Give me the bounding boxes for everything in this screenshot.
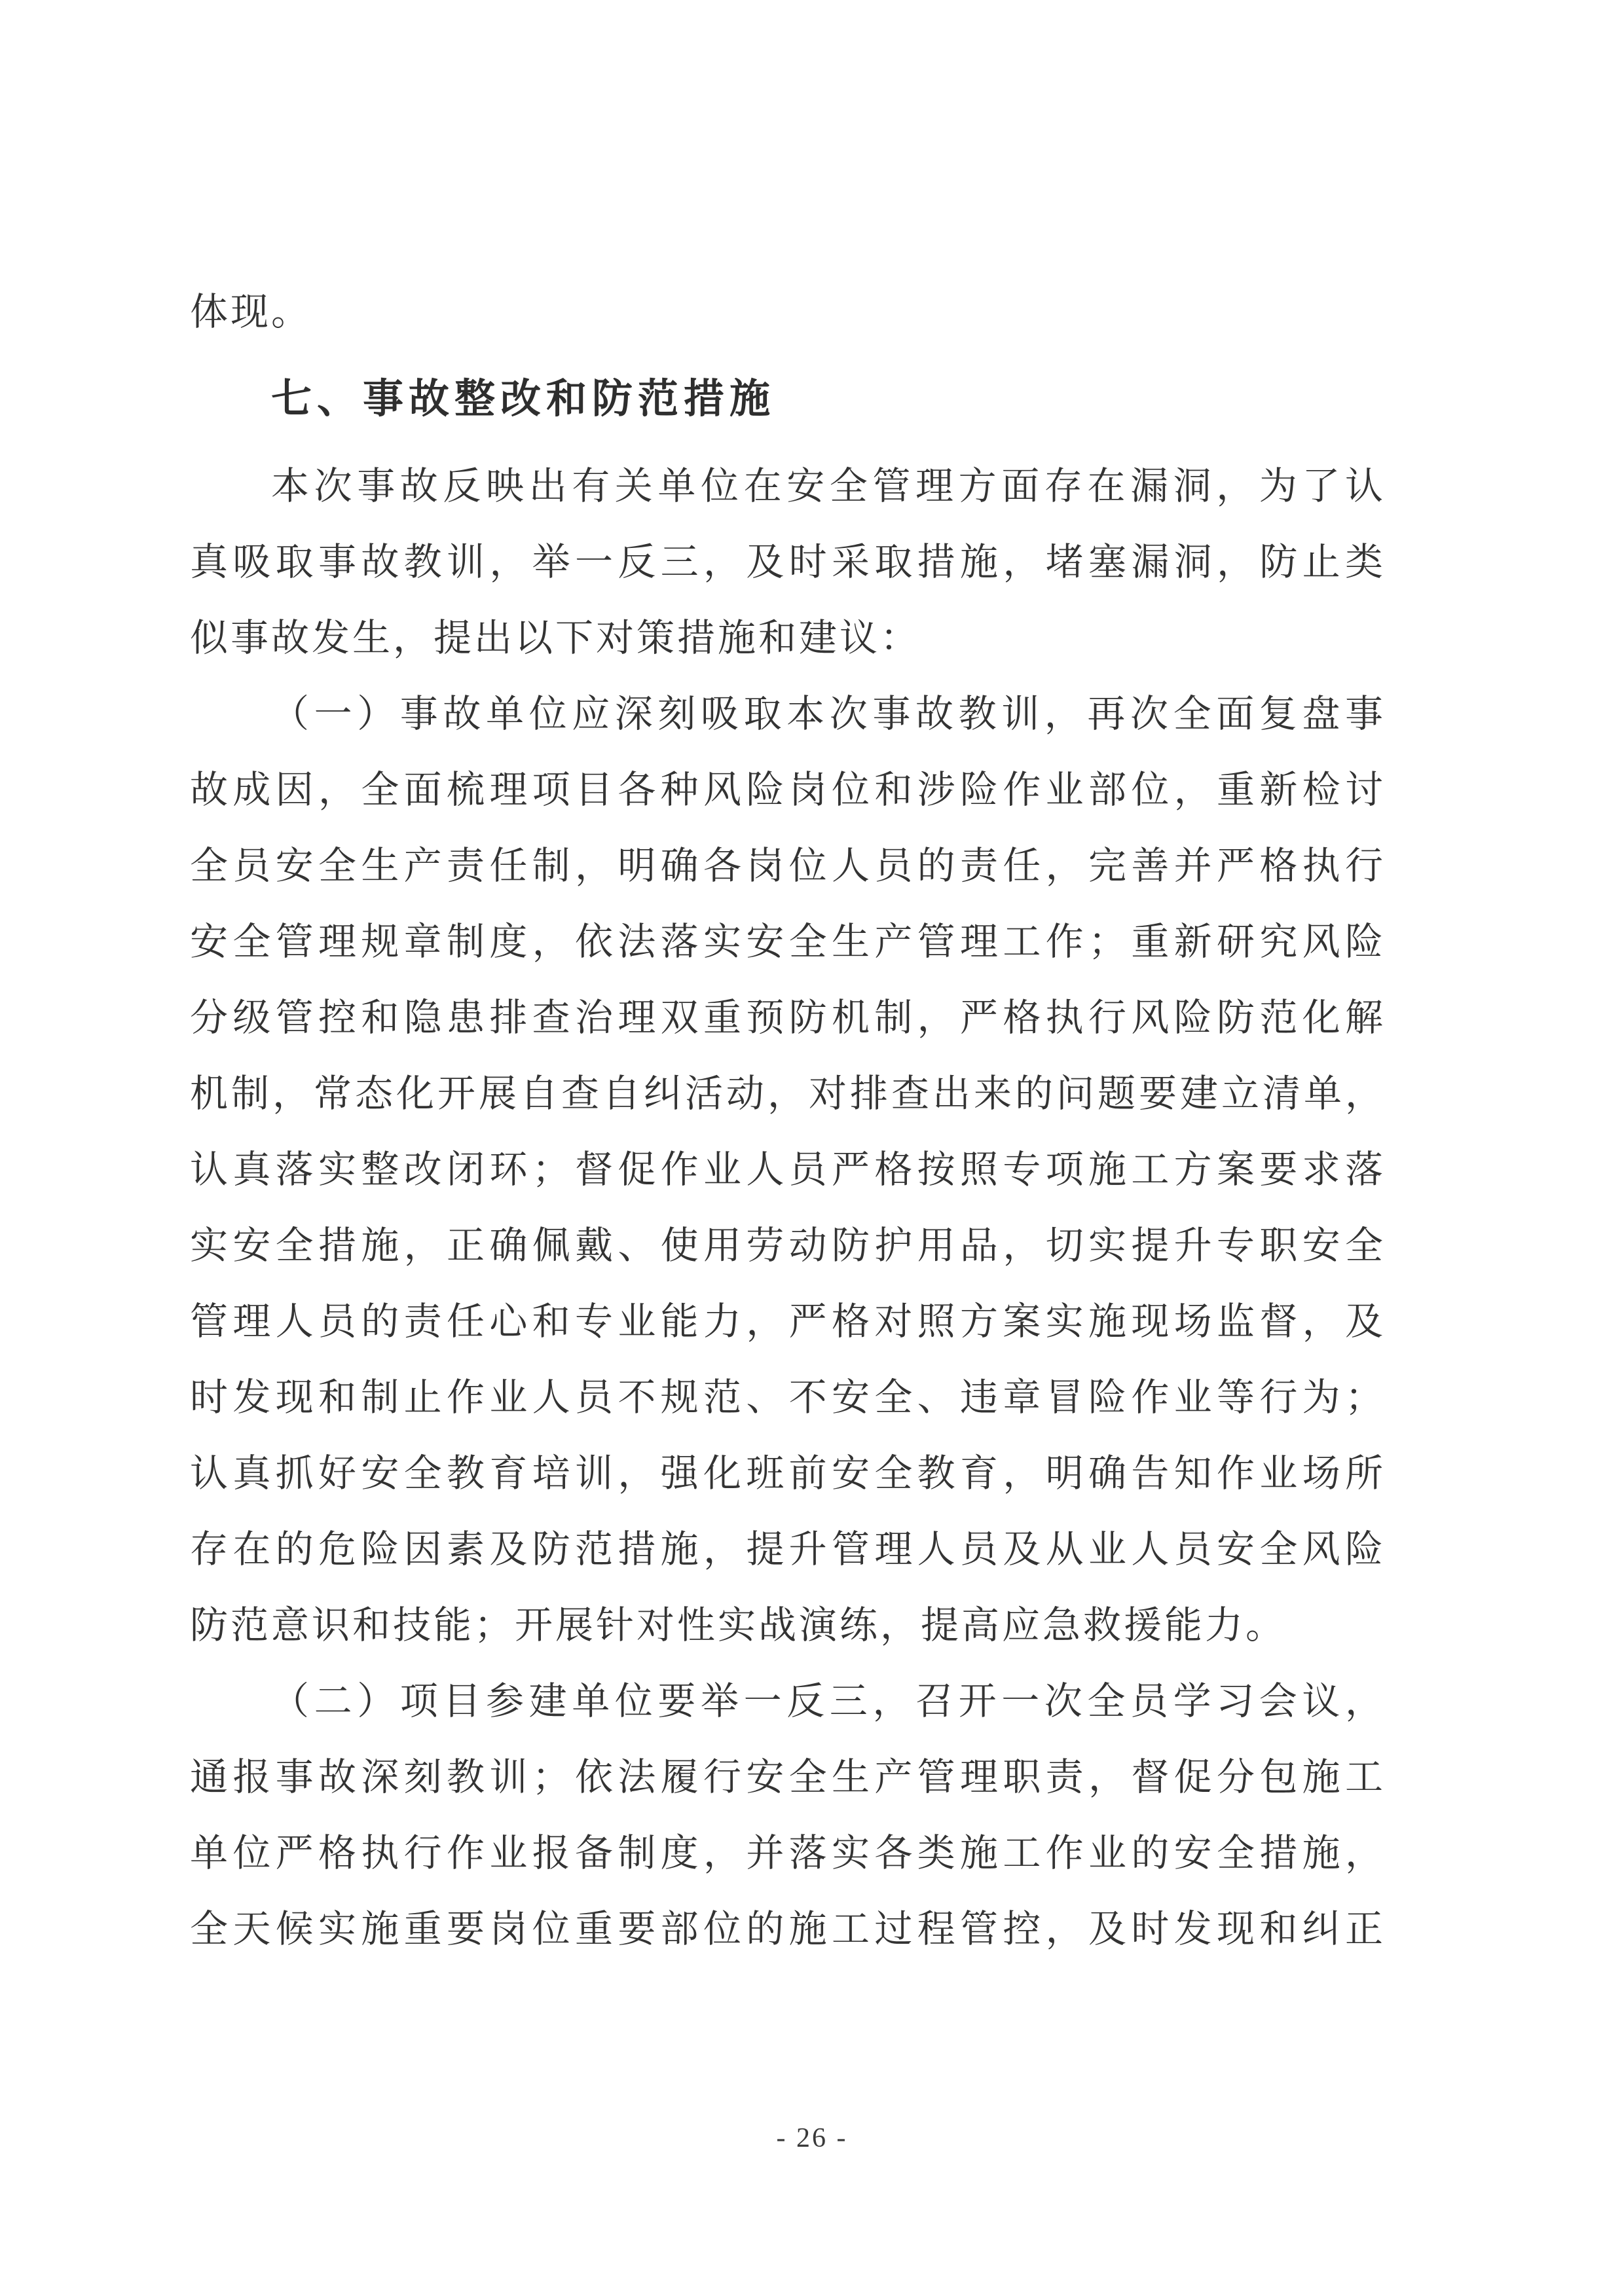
document-body (190, 274, 1386, 1967)
text-line: 单位严格执行作业报备制度，并落实各类施工作业的安全措施， (190, 1832, 1386, 1874)
text-line: 认真抓好安全教育培训，强化班前安全教育，明确告知作业场所 (190, 1452, 1386, 1495)
text-line: 分级管控和隐患排查治理双重预防机制，严格执行风险防范化解 (190, 996, 1386, 1039)
text-line: （二）项目参建单位要举一反三，召开一次全员学习会议， (271, 1680, 1386, 1722)
text-line: 故成因，全面梳理项目各种风险岗位和涉险作业部位，重新检讨 (190, 769, 1386, 811)
text-line: 通报事故深刻教训；依法履行安全生产管理职责，督促分包施工 (190, 1756, 1386, 1798)
text-line: 安全管理规章制度，依法落实安全生产管理工作；重新研究风险 (190, 920, 1386, 963)
text-line: 真吸取事故教训，举一反三，及时采取措施，堵塞漏洞，防止类 (190, 541, 1386, 583)
text-line: 存在的危险因素及防范措施，提升管理人员及从业人员安全风险 (190, 1528, 1386, 1571)
page-footer (0, 2123, 1624, 2154)
text-line: 时发现和制止作业人员不规范、不安全、违章冒险作业等行为； (190, 1376, 1386, 1419)
section-heading: 七、事故整改和防范措施 (271, 376, 776, 422)
text-line: 管理人员的责任心和专业能力，严格对照方案实施现场监督，及 (190, 1300, 1386, 1343)
text-line: 认真落实整改闭环；督促作业人员严格按照专项施工方案要求落 (190, 1148, 1386, 1191)
page-number: - 26 - (776, 2123, 848, 2153)
text-line: 全天候实施重要岗位重要部位的施工过程管控，及时发现和纠正 (190, 1908, 1386, 1950)
text-line: （一）事故单位应深刻吸取本次事故教训，再次全面复盘事 (271, 693, 1386, 735)
text-line: 全员安全生产责任制，明确各岗位人员的责任，完善并严格执行 (190, 845, 1386, 887)
text-line: 体现。 (190, 291, 312, 333)
text-line: 实安全措施，正确佩戴、使用劳动防护用品，切实提升专职安全 (190, 1224, 1386, 1267)
text-line: 机制，常态化开展自查自纠活动，对排查出来的问题要建立清单， (190, 1072, 1386, 1115)
text-line: 本次事故反映出有关单位在安全管理方面存在漏洞，为了认 (271, 465, 1386, 507)
text-line: 防范意识和技能；开展针对性实战演练，提高应急救援能力。 (190, 1604, 1287, 1647)
text-line: 似事故发生，提出以下对策措施和建议： (190, 617, 921, 659)
